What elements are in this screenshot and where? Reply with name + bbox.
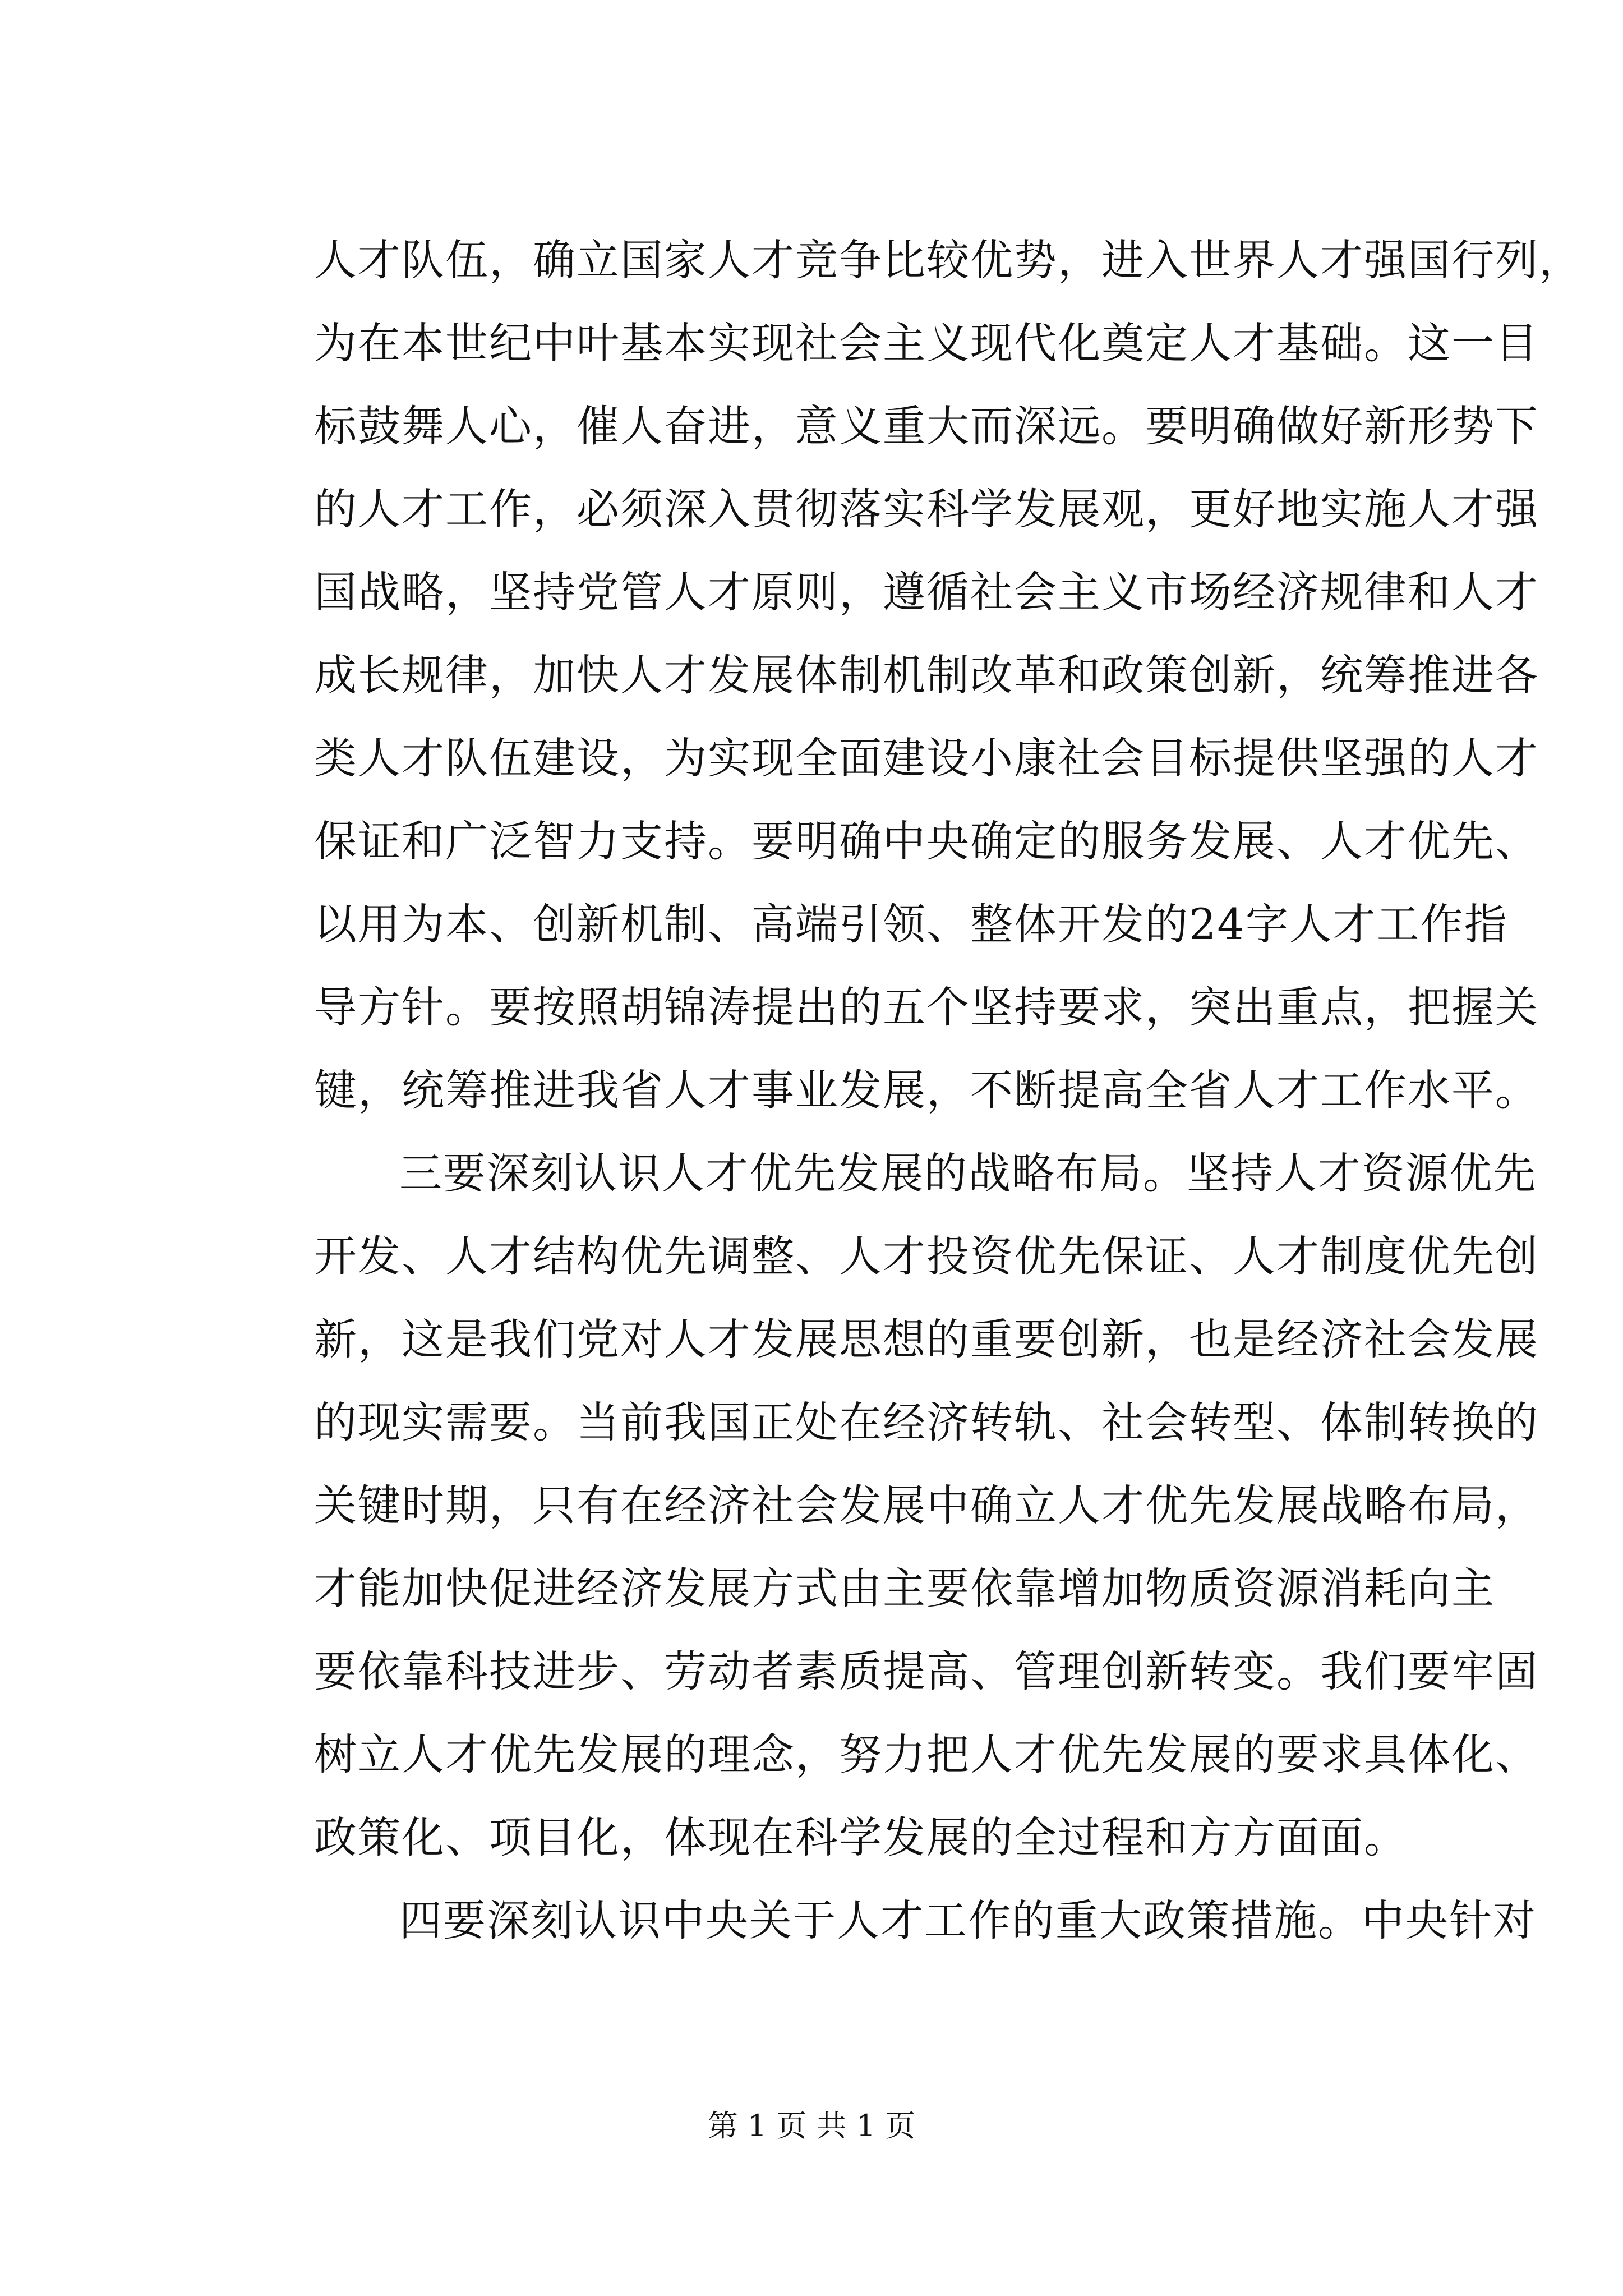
text-line: 的现实需要。当前我国正处在经济转轨、社会转型、体制转换的 [314,1397,1539,1447]
text-line: 导方针。要按照胡锦涛提出的五个坚持要求，突出重点，把握关 [314,982,1539,1032]
text-line: 政策化、项目化，体现在科学发展的全过程和方方面面。 [314,1812,1408,1862]
text-line: 成长规律，加快人才发展体制机制改革和政策创新，统筹推进各 [314,650,1539,700]
document-body [314,219,1583,1962]
paragraph-start-line: 四要深刻认识中央关于人才工作的重大政策措施。中央针对 [399,1895,1537,1945]
paragraph-start-line: 三要深刻认识人才优先发展的战略布局。坚持人才资源优先 [399,1148,1537,1198]
text-line: 国战略，坚持党管人才原则，遵循社会主义市场经济规律和人才 [314,567,1539,617]
text-line: 为在本世纪中叶基本实现社会主义现代化奠定人才基础。这一目 [314,318,1539,368]
text-line: 新，这是我们党对人才发展思想的重要创新，也是经济社会发展 [314,1314,1539,1364]
text-line: 开发、人才结构优先调整、人才投资优先保证、人才制度优先创 [314,1231,1539,1281]
text-line: 树立人才优先发展的理念，努力把人才优先发展的要求具体化、 [314,1729,1539,1779]
text-line: 以用为本、创新机制、高端引领、整体开发的24字人才工作指 [314,899,1508,949]
text-line: 要依靠科技进步、劳动者素质提高、管理创新转变。我们要牢固 [314,1646,1539,1696]
text-line: 类人才队伍建设，为实现全面建设小康社会目标提供坚强的人才 [314,733,1539,783]
text-line: 的人才工作，必须深入贯彻落实科学发展观，更好地实施人才强 [314,484,1539,534]
text-line: 关键时期，只有在经济社会发展中确立人才优先发展战略布局， [314,1480,1539,1530]
page-number-footer: 第 1 页 共 1 页 [707,2108,916,2143]
text-line: 人才队伍，确立国家人才竞争比较优势，进入世界人才强国行列， [314,235,1583,285]
text-line: 键，统筹推进我省人才事业发展，不断提高全省人才工作水平。 [314,1065,1539,1115]
text-line: 保证和广泛智力支持。要明确中央确定的服务发展、人才优先、 [314,816,1539,866]
text-line: 才能加快促进经济发展方式由主要依靠增加物质资源消耗向主 [314,1563,1495,1613]
text-line: 标鼓舞人心，催人奋进，意义重大而深远。要明确做好新形势下 [314,401,1539,451]
